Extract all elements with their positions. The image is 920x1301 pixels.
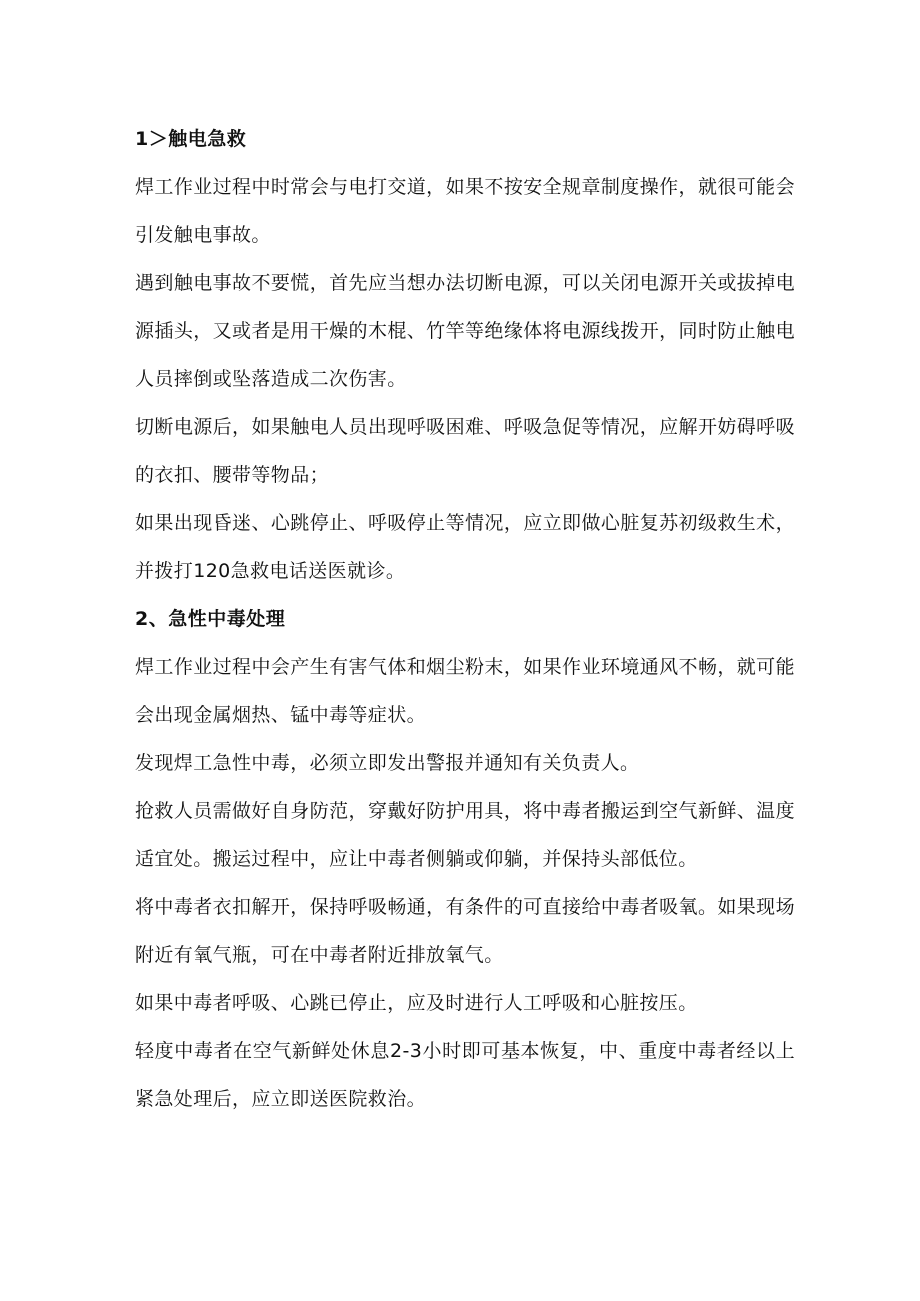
paragraph: 将中毒者衣扣解开，保持呼吸畅通，有条件的可直接给中毒者吸氧。如果现场附近有氧气瓶，可在中毒者附近排放氧气。 bbox=[135, 896, 795, 966]
paragraph: 轻度中毒者在空气新鲜处休息2-3小时即可基本恢复，中、重度中毒者经以上紧急处理后，应立即送医院救治。 bbox=[135, 1040, 795, 1110]
document-body bbox=[135, 115, 795, 1123]
paragraph: 发现焊工急性中毒，必须立即发出警报并通知有关负责人。 bbox=[135, 752, 640, 774]
section-heading: 1＞触电急救 bbox=[135, 128, 247, 150]
paragraph: 如果出现昏迷、心跳停止、呼吸停止等情况，应立即做心脏复苏初级救生术，并拨打120急救电话送医就诊。 bbox=[135, 512, 795, 582]
paragraph: 抢救人员需做好自身防范，穿戴好防护用具，将中毒者搬运到空气新鲜、温度适宜处。搬运过程中，应让中毒者侧躺或仰躺，并保持头部低位。 bbox=[135, 800, 795, 870]
section-heading: 2、急性中毒处理 bbox=[135, 608, 286, 630]
section-acute-poisoning bbox=[135, 595, 795, 1123]
paragraph: 切断电源后，如果触电人员出现呼吸困难、呼吸急促等情况，应解开妨碍呼吸的衣扣、腰带等物品； bbox=[135, 416, 795, 486]
paragraph: 如果中毒者呼吸、心跳已停止，应及时进行人工呼吸和心脏按压。 bbox=[135, 992, 698, 1014]
paragraph: 遇到触电事故不要慌，首先应当想办法切断电源，可以关闭电源开关或拔掉电源插头，又或者是用干燥的木棍、竹竿等绝缘体将电源线拨开，同时防止触电人员摔倒或坠落造成二次伤害。 bbox=[135, 272, 795, 390]
paragraph: 焊工作业过程中会产生有害气体和烟尘粉末，如果作业环境通风不畅，就可能会出现金属烟热、锰中毒等症状。 bbox=[135, 656, 795, 726]
paragraph: 焊工作业过程中时常会与电打交道，如果不按安全规章制度操作，就很可能会引发触电事故。 bbox=[135, 176, 795, 246]
section-electric-shock bbox=[135, 115, 795, 595]
